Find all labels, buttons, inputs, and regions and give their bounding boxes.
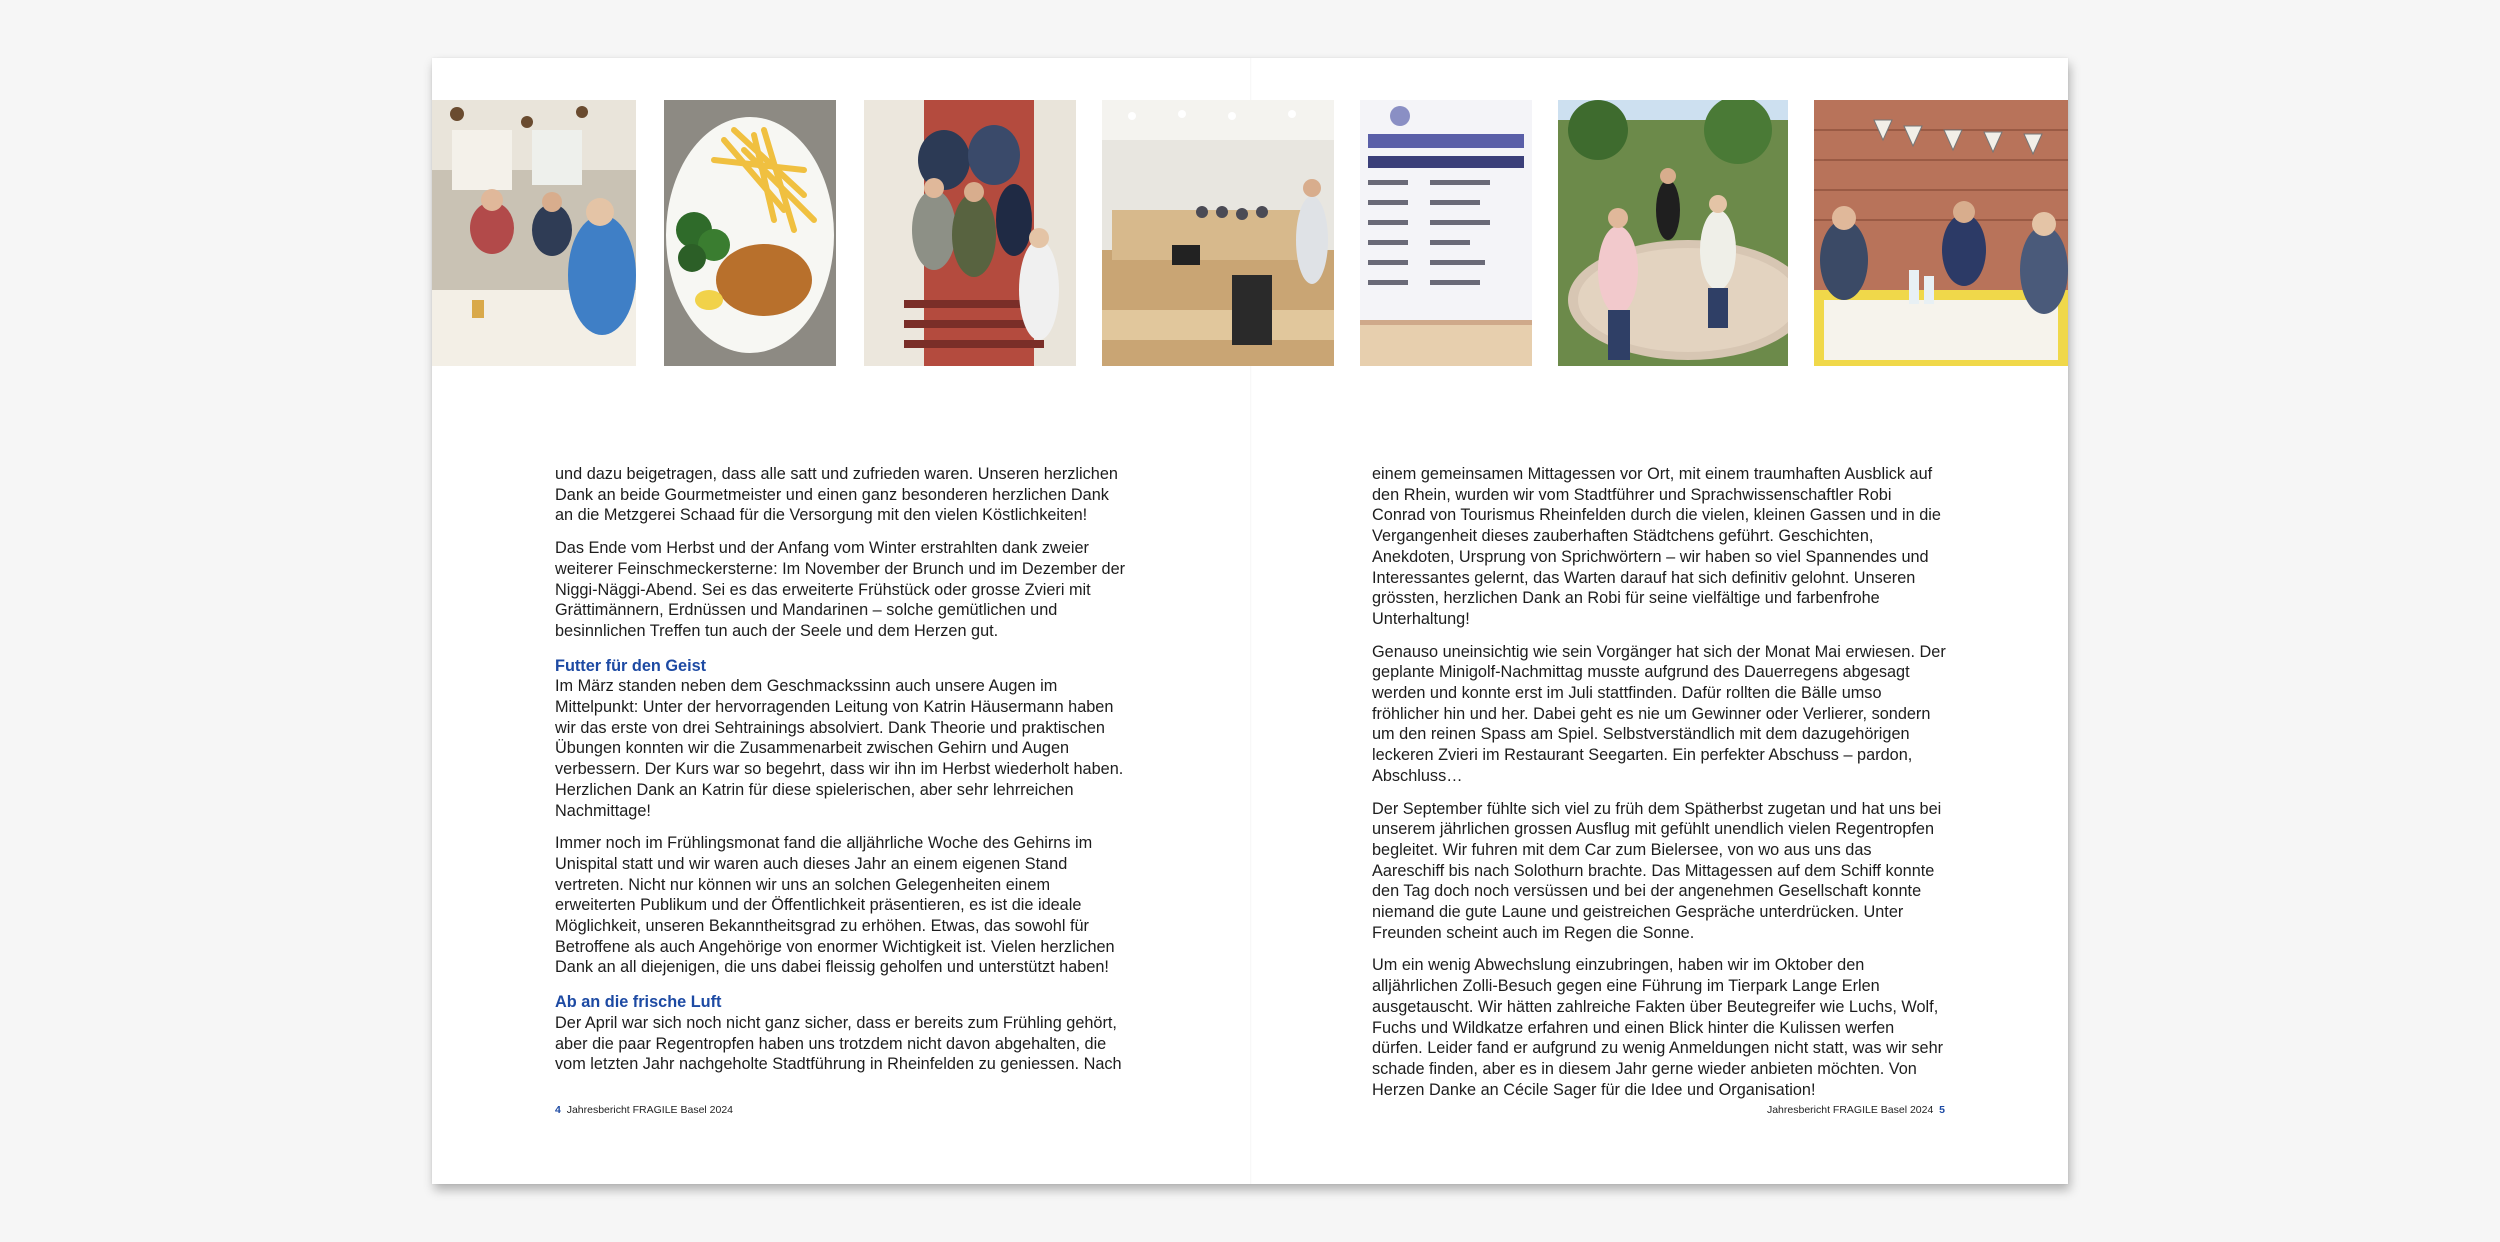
schnitzel-fries-photo	[664, 100, 836, 366]
paragraph: Immer noch im Frühlingsmonat fand die alljährliche Woche des Gehirns im Unispital statt und wir waren auch dieses Jahr an einem eigenen Stand vertreten. Nicht nur können wir uns an solchen Gelegenheiten einem erweiterten Publikum und der Öffentlichkeit präsentieren, es ist die ideale Möglichkeit, unseren Bekanntheitsgrad zu erhöhen. Etwas, das sowohl für Betroffene als auch Angehörige von enormer Wichtigkeit ist. Vielen herzlichen Dank an all diejenigen, die uns dabei fleissig geholfen und unterstützt haben!	[555, 834, 1115, 977]
brochure-spread	[432, 58, 2068, 1184]
section-heading: Futter für den Geist	[555, 656, 707, 675]
left-page-footer	[555, 1104, 733, 1116]
footer-title: Jahresbericht FRAGILE Basel 2024	[566, 1104, 734, 1116]
right-page-footer	[1767, 1104, 1945, 1116]
paragraph: Der April war sich noch nicht ganz sicher, dass er bereits zum Frühling gehört, aber die paar Regentropfen haben uns trotzdem nicht davon abgehalten, die vom letzten Jahr nachgeholte Stadtführung in Rheinfelden zu geniessen. Nach	[555, 1013, 1122, 1074]
section-heading: Ab an die frische Luft	[555, 993, 722, 1012]
projection-slide-photo	[1360, 100, 1532, 366]
paragraph: Der September fühlte sich viel zu früh dem Spätherbst zugetan und hat uns bei unserem jährlichen grossen Ausflug mit gefühlt unendlich vielen Regentropfen begleitet. Wir fuhren mit dem Car zum Bielersee, von wo aus uns das Aareschiff bis nach Solothurn brachte. Das Mittagessen auf dem Schiff konnte den Tag doch noch versüssen und bei der angenehmen Gesellschaft konnte niemand die gute Laune und geistreichen Gespräche unterdrücken. Unter Freunden scheint auch im Regen die Sonne.	[1372, 799, 1942, 942]
right-page-text	[1372, 464, 1946, 1112]
paragraph: Um ein wenig Abwechslung einzubringen, haben wir im Oktober den alljährlichen Zolli-Besuch gegen eine Führung im Tierpark Lange Erlen ausgetauscht. Wir hätten zahlreiche Fakten über Beutegreifer wie Luchs, Wolf, Fuchs und Wildkatze erfahren und einen Blick hinter die Kulissen werfen dürfen. Leider fand er aufgrund zu wenig Anmeldungen nicht statt, was wir sehr schade finden, aber es in diesem Jahr gerne wieder anbieten möchten. Von Herzen Danke an Cécile Sager für die Idee und Organisation!	[1372, 956, 1944, 1099]
group-on-stairs-photo	[864, 100, 1076, 366]
willkommen-party-photo	[1814, 100, 2068, 366]
page-number: 4	[555, 1104, 561, 1116]
seminar-room-photo	[1102, 100, 1334, 366]
paragraph: Genauso uneinsichtig wie sein Vorgänger hat sich der Monat Mai erwiesen. Der geplante Minigolf-Nachmittag musste aufgrund des Dauerregens abgesagt werden und konnte erst im Juli stattfinden. Dafür rollten die Bälle umso fröhlicher hin und her. Dabei geht es nie um Gewinner oder Verlierer, sondern um den reinen Spass am Spiel. Selbstverständlich mit dem dazugehörigen leckeren Zvieri im Restaurant Seegarten. Ein perfekter Abschuss – pardon, Abschluss…	[1372, 642, 1946, 785]
footer-title: Jahresbericht FRAGILE Basel 2024	[1766, 1104, 1934, 1116]
minigolf-photo	[1558, 100, 1788, 366]
paragraph: Im März standen neben dem Geschmackssinn auch unsere Augen im Mittelpunkt: Unter der hervorragenden Leitung von Katrin Häusermann haben wir das erste von drei Sehtrainings absolviert. Dank Theorie und praktischen Übungen konnten wir die Zusammenarbeit zwischen Gehirn und Augen verbessern. Der Kurs war so begehrt, dass wir ihn im Herbst wiederholt haben. Herzlichen Dank an Katrin für diese spielerischen, aber sehr lehrreichen Nachmittage!	[555, 677, 1124, 820]
paragraph: Das Ende vom Herbst und der Anfang vom Winter erstrahlten dank zweier weiterer Feinschmeckersterne: Im November der Brunch und im Dezember der Niggi-Näggi-Abend. Sei es das erweiterte Frühstück oder grosse Zvieri mit Grättimännern, Erdnüssen und Mandarinen – solche gemütlichen und besinnlichen Treffen tun auch der Seele und dem Herzen gut.	[555, 539, 1126, 640]
paragraph: und dazu beigetragen, dass alle satt und zufrieden waren. Unseren herzlichen Dank an beide Gourmetmeister und einen ganz besonderen herzlichen Dank an die Metzgerei Schaad für die Versorgung mit den vielen Köstlichkeiten!	[555, 465, 1118, 525]
paragraph: einem gemeinsamen Mittagessen vor Ort, mit einem traumhaften Ausblick auf den Rhein, wurden wir vom Stadtführer und Sprachwissenschaftler Robi Conrad von Tourismus Rheinfelden durch die vielen, kleinen Gassen und in die Vergangenheit dieses zauberhaften Städtchens geführt. Geschichten, Anekdoten, Ursprung von Sprichwörtern – wir haben so viel Spannendes und Interessantes gelernt, das Warten darauf hat sich definitiv gelohnt. Unseren grössten, herzlichen Dank an Robi für seine vielfältige und farbenfrohe Unterhaltung!	[1372, 465, 1941, 628]
restaurant-group-photo	[432, 100, 636, 366]
left-page-text	[555, 464, 1129, 1087]
page-number: 5	[1939, 1104, 1945, 1116]
